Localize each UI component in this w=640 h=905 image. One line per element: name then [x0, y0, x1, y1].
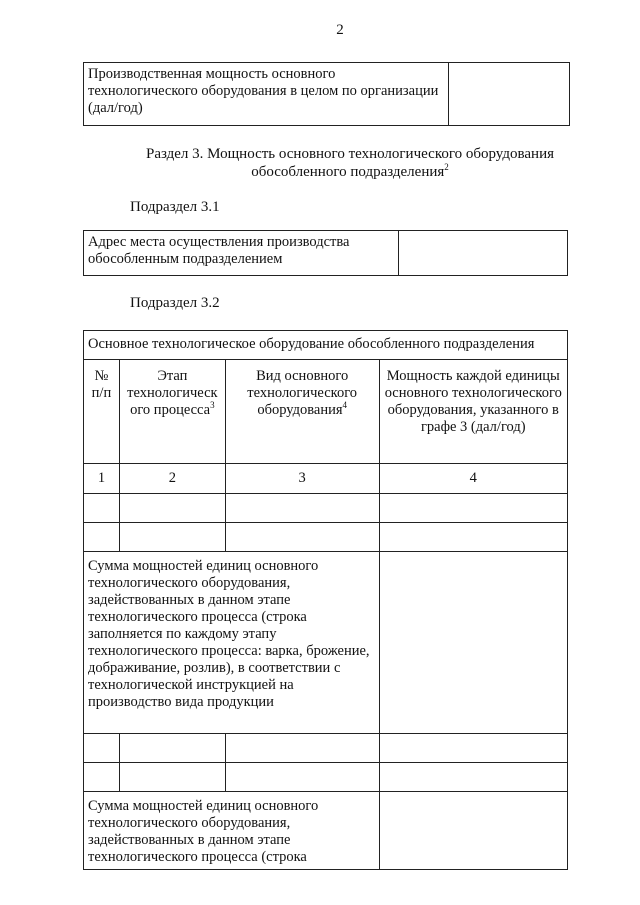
column-number-2: 2: [119, 464, 225, 494]
header-equipment-type: [225, 360, 379, 464]
empty-cell: [225, 734, 379, 763]
empty-cell: [84, 523, 120, 552]
address-label: Адрес места осуществления производства обособленным подразделением: [84, 231, 399, 276]
sum-row: [84, 552, 568, 734]
table-row: [84, 734, 568, 763]
table-row: [84, 494, 568, 523]
empty-cell: [119, 494, 225, 523]
subsection-3-1-title: Подраздел 3.1: [130, 199, 220, 215]
total-capacity-value: [449, 63, 570, 126]
table-row: [84, 763, 568, 792]
equipment-table-caption: Основное технологическое оборудование обособленного подразделения: [84, 331, 568, 360]
equipment-table: [83, 330, 568, 870]
empty-cell: [119, 763, 225, 792]
sum-row-value: [379, 792, 567, 870]
empty-cell: [84, 494, 120, 523]
empty-cell: [379, 734, 567, 763]
header-equipment-type-text: Вид основного технологического оборудования: [247, 368, 358, 418]
footnote-3-marker: 3: [210, 400, 215, 411]
empty-cell: [119, 523, 225, 552]
total-capacity-label: Производственная мощность основного технологического оборудования в целом по организации (дал/год): [84, 63, 449, 126]
header-stage: [119, 360, 225, 464]
header-capacity: [379, 360, 567, 464]
section-3-title: Раздел 3. Мощность основного технологического оборудования: [145, 146, 554, 162]
sum-row-value: [379, 552, 567, 734]
empty-cell: [119, 734, 225, 763]
column-number-3: 3: [225, 464, 379, 494]
empty-cell: [379, 523, 567, 552]
empty-cell: [379, 494, 567, 523]
subsection-3-2-title: Подраздел 3.2: [130, 295, 220, 311]
footnote-2-marker: 2: [444, 162, 449, 172]
empty-cell: [84, 763, 120, 792]
empty-cell: [225, 523, 379, 552]
address-value: [399, 231, 568, 276]
empty-cell: [225, 763, 379, 792]
total-capacity-table: [83, 62, 570, 126]
page-number: 2: [336, 22, 344, 38]
sum-row: [84, 792, 568, 870]
column-number-1: 1: [84, 464, 120, 494]
empty-cell: [379, 763, 567, 792]
empty-cell: [225, 494, 379, 523]
section-3-title-line2: обособленного подразделения: [251, 164, 445, 180]
footnote-4-marker: 4: [342, 400, 348, 411]
sum-row-label: Сумма мощностей единиц основного технологического оборудования, задействованных в данном этапе технологического процесса (строка заполняется по каждому этапу технологического процесса: варка, брожение, дображивание, розлив), в соответствии с технологической инструкцией на производство вида продукции: [84, 552, 380, 734]
header-stage-text: Этап технологическ ого процесса: [127, 368, 218, 418]
address-table: [83, 230, 568, 276]
header-number-text: № п/п: [91, 368, 112, 401]
section-3-heading: [90, 145, 610, 181]
column-number-4: 4: [379, 464, 567, 494]
sum-row-label-partial: Сумма мощностей единиц основного технологического оборудования, задействованных в данном этапе технологического процесса (строка: [84, 792, 380, 870]
header-number: [84, 360, 120, 464]
empty-cell: [84, 734, 120, 763]
table-row: [84, 523, 568, 552]
header-capacity-text: Мощность каждой единицы основного технологического оборудования, указанного в графе 3 (дал/год): [384, 368, 562, 435]
